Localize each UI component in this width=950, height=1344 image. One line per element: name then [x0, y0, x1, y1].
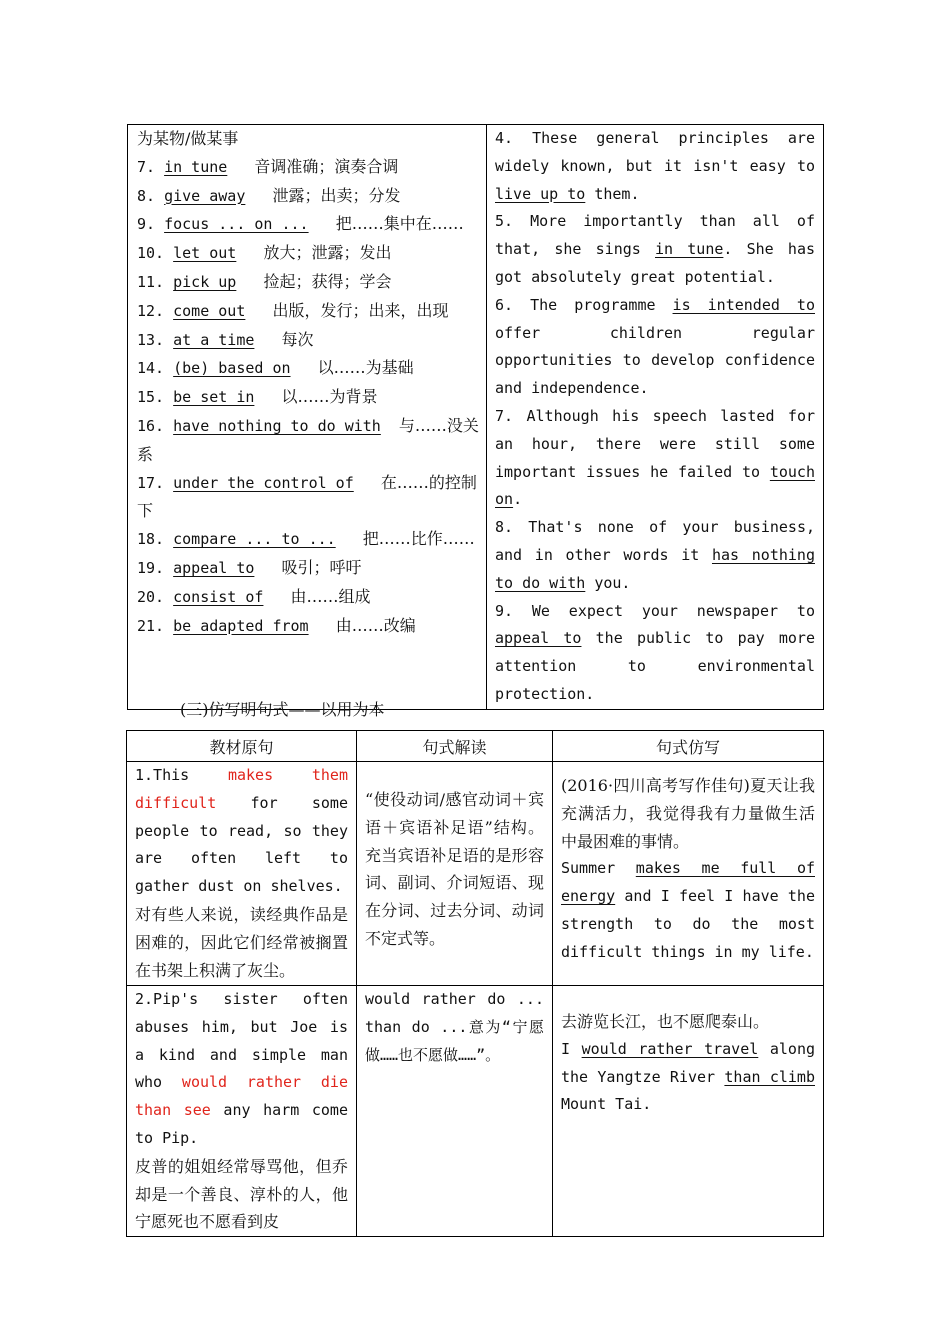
- example-sentence-8: 8. That's none of your business, and in other words it has nothing to do with you.: [495, 518, 815, 592]
- list-item: 11. pick up 捡起；获得；学会: [137, 271, 392, 291]
- sentence-pattern-table: [126, 730, 824, 1237]
- explanation-cell: [357, 986, 553, 1237]
- imitation-sentence: I would rather travel along the Yangtze River than climb Mount Tai.: [561, 1039, 816, 1114]
- header-pattern-explanation: 句式解读: [357, 731, 553, 762]
- header-imitation: 句式仿写: [553, 731, 824, 762]
- explanation-cell: [357, 762, 553, 986]
- list-item: 8. give away 泄露；出卖；分发: [137, 185, 401, 205]
- list-item: 18. compare ... to ... 把……比作……: [137, 529, 475, 549]
- example-sentence-4: 4. These general principles are widely known, but it isn't easy to live up to them.: [495, 129, 815, 203]
- imitation-cell: [553, 986, 824, 1237]
- original-sentence: 2.Pip's sister often abuses him, but Joe is a kind and simple man who would rather die than see any harm come to Pip.: [135, 990, 348, 1147]
- list-item: 12. come out 出版，发行；出来，出现: [137, 300, 449, 320]
- pattern-explanation: would rather do ... than do ...意为“宁愿做……也不愿做……”。: [365, 990, 544, 1064]
- vocabulary-table: [127, 124, 824, 710]
- list-item: 17. under the control of 在……的控制: [137, 472, 477, 492]
- original-sentence-cell: [127, 762, 357, 986]
- list-item: 13. at a time 每次: [137, 329, 314, 349]
- example-sentence-9: 9. We expect your newspaper to appeal to the public to pay more attention to environmental protection.: [495, 601, 815, 703]
- table-row: [127, 986, 824, 1237]
- table-row: [127, 762, 824, 986]
- example-sentence-6: 6. The programme is intended to offer children regular opportunities to develop confidence and independence.: [495, 295, 815, 398]
- list-item: 10. let out 放大；泄露；发出: [137, 243, 392, 263]
- list-item: 为某物/做某事: [137, 129, 239, 148]
- list-item: 14. (be) based on 以……为基础: [137, 358, 414, 378]
- imitation-prompt: (2016·四川高考写作佳句)夏天让我充满活力，我觉得我有力量做生活中最困难的事情。: [561, 776, 815, 851]
- original-translation: 对有些人来说，读经典作品是困难的，因此它们经常被搁置在书架上积满了灰尘。: [135, 904, 348, 980]
- list-item: 19. appeal to 吸引；呼吁: [137, 557, 362, 577]
- list-item: 16. have nothing to do with 与……没关: [137, 415, 479, 435]
- example-sentence-7: 7. Although his speech lasted for an hour, there were still some important issues he failed to touch on.: [495, 406, 815, 509]
- list-item-continuation: 下: [137, 501, 154, 521]
- original-sentence: 1.This makes them difficult for some people to read, so they are often left to gather dust on shelves.: [135, 766, 348, 896]
- imitation-sentence: Summer makes me full of energy and I feel I have the strength to do the most difficult things in my life.: [561, 859, 815, 961]
- imitation-cell: [553, 762, 824, 986]
- list-item: 21. be adapted from 由……改编: [137, 615, 416, 635]
- list-item: 15. be set in 以……为背景: [137, 387, 378, 407]
- pattern-explanation: “使役动词/感官动词＋宾语＋宾语补足语”结构。充当宾语补足语的是形容词、副词、介词短语、现在分词、过去分词、动词不定式等。: [365, 790, 544, 948]
- header-original-sentence: 教材原句: [127, 731, 357, 762]
- imitation-prompt: 去游览长江，也不愿爬泰山。: [561, 1012, 770, 1031]
- list-item: 20. consist of 由……组成: [137, 586, 371, 606]
- example-sentence-5: 5. More importantly than all of that, she sings in tune. She has got absolutely great potential.: [495, 212, 816, 286]
- section-heading: (三)仿写明句式——以用为本: [180, 700, 385, 719]
- list-item-continuation: 系: [137, 444, 154, 464]
- phrase-list: [128, 125, 487, 710]
- example-sentences: [487, 125, 824, 710]
- original-sentence-cell: [127, 986, 357, 1237]
- list-item: 9. focus ... on ... 把……集中在……: [137, 214, 464, 234]
- list-item: 7. in tune 音调准确；演奏合调: [137, 156, 399, 176]
- original-translation: 皮普的姐姐经常辱骂他，但乔却是一个善良、淳朴的人，他宁愿死也不愿看到皮: [135, 1156, 348, 1232]
